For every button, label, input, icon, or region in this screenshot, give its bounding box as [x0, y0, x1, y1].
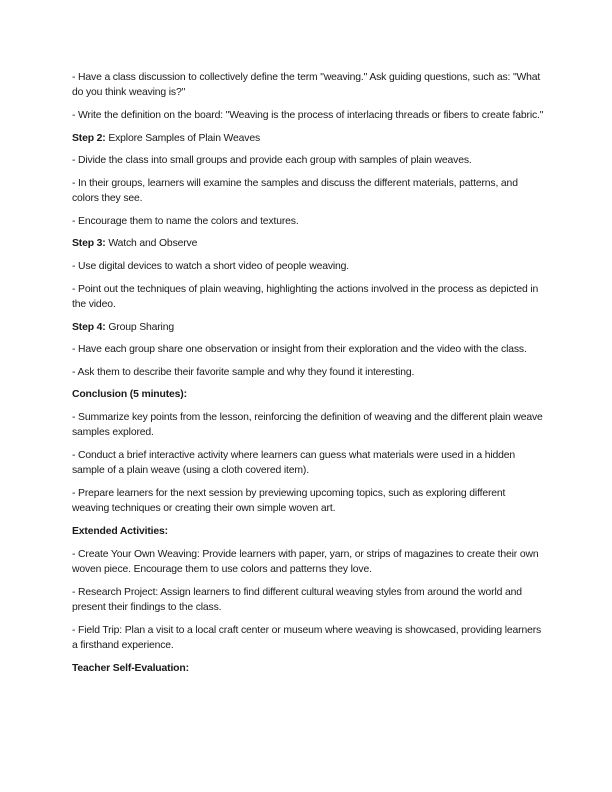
step-title: Group Sharing: [105, 321, 174, 333]
teacher-self-evaluation-heading: Teacher Self-Evaluation:: [72, 662, 189, 674]
step-title: Explore Samples of Plain Weaves: [105, 132, 261, 144]
paragraph-interactive-activity: - Conduct a brief interactive activity where learners can guess what materials were used in a hidden sample of a plain weave (using a cloth covered item).: [72, 449, 515, 477]
step-label: Step 2:: [72, 132, 106, 144]
step-4-heading: [72, 320, 544, 335]
paragraph-divide-class: - Divide the class into small groups and provide each group with samples of plain weaves.: [72, 155, 472, 167]
step-label: Step 3:: [72, 238, 106, 250]
paragraph-watch-video: - Use digital devices to watch a short video of people weaving.: [72, 260, 350, 272]
step-3-heading: [72, 236, 544, 251]
step-label: Step 4:: [72, 321, 106, 333]
paragraph-next-session: - Prepare learners for the next session by previewing upcoming topics, such as exploring different weaving techniques or creating their own simple woven art.: [72, 487, 506, 515]
step-title: Watch and Observe: [105, 238, 198, 250]
conclusion-heading: Conclusion (5 minutes):: [72, 389, 187, 401]
paragraph-favorite-sample: - Ask them to describe their favorite sample and why they found it interesting.: [72, 366, 415, 378]
paragraph-research-project: - Research Project: Assign learners to find different cultural weaving styles from around the world and present their findings to the class.: [72, 586, 522, 613]
step-2-heading: [72, 131, 544, 146]
document-page: [72, 70, 544, 683]
paragraph-write-definition: - Write the definition on the board: "Weaving is the process of interlacing threads or fibers to create fabric.": [72, 110, 544, 121]
paragraph-point-out-techniques: - Point out the techniques of plain weaving, highlighting the actions involved in the process as depicted in the video.: [72, 283, 539, 310]
paragraph-field-trip: - Field Trip: Plan a visit to a local craft center or museum where weaving is showcased, providing learners a firsthand experience.: [72, 624, 542, 651]
paragraph-create-weaving: - Create Your Own Weaving: Provide learners with paper, yarn, or strips of magazines to create their own woven piece. Encourage them to use colors and patterns they love.: [72, 548, 539, 575]
paragraph-name-colors: - Encourage them to name the colors and textures.: [72, 215, 299, 227]
paragraph-examine-samples: - In their groups, learners will examine the samples and discuss the different materials, patterns, and colors they see.: [72, 177, 518, 205]
paragraph-define-weaving: - Have a class discussion to collectively define the term "weaving." Ask guiding questions, such as: "What do you think weaving is?": [72, 72, 541, 99]
paragraph-share-observation: - Have each group share one observation or insight from their exploration and the video with the class.: [72, 344, 527, 356]
paragraph-summarize: - Summarize key points from the lesson, reinforcing the definition of weaving and the different plain weave samples explored.: [72, 411, 543, 439]
extended-activities-heading: Extended Activities:: [72, 525, 168, 537]
